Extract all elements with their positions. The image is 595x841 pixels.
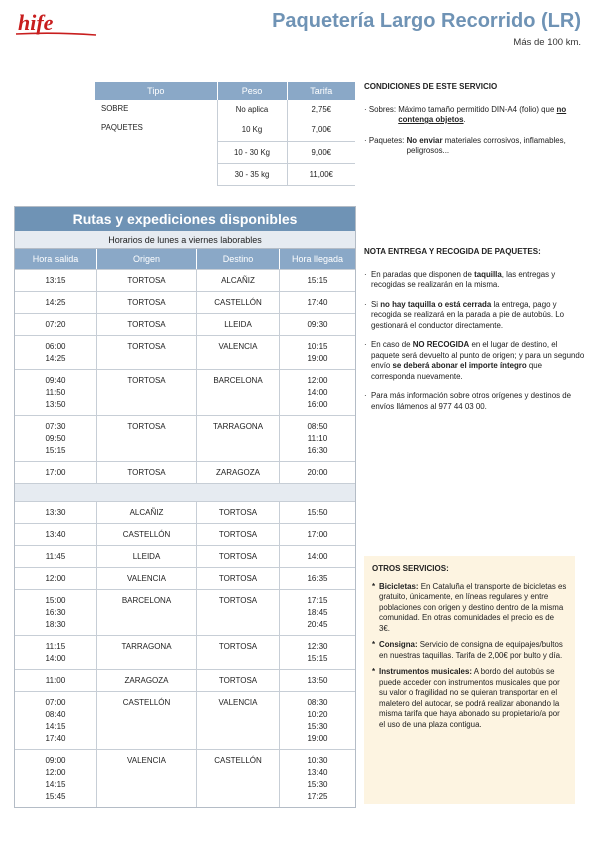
cell-destino: VALENCIA [197, 692, 280, 749]
route-row [15, 501, 355, 523]
other-services-title: OTROS SERVICIOS: [372, 564, 449, 573]
hora-llegada-time: 16:00 [307, 400, 328, 409]
note1-text-a: En paradas que disponen de [371, 269, 472, 279]
hora-salida-time: 14:00 [45, 654, 66, 663]
sobres-label: · Sobres: [364, 104, 397, 114]
route-row [15, 635, 355, 669]
hora-salida-time: 17:00 [45, 468, 66, 477]
hora-salida-time: 13:40 [45, 530, 66, 539]
cell-hora-llegada [280, 568, 355, 589]
cell-destino: TORTOSA [197, 636, 280, 669]
tarifa-paquete-1: 7,00€ [311, 125, 331, 135]
cell-hora-llegada [280, 336, 355, 369]
hora-llegada-time: 15:30 [307, 722, 328, 731]
cell-origen: CASTELLÓN [97, 692, 197, 749]
hora-salida-time: 15:45 [45, 792, 66, 801]
service-instrumentos: * Instrumentos musicales: A bordo del autobús se puede acceder con instrumentos musicales que por su valor o fragilidad no se quieran transportar en el maletero del autocar, se podrá realizar abonando la misma tarifa que haya abonado su propietario/a por el uso de una plaza contigua. [372, 667, 560, 729]
notes-title: NOTA ENTREGA Y RECOGIDA DE PAQUETES: [364, 247, 541, 256]
hora-salida-time: 12:00 [45, 574, 66, 583]
service-bicicletas: * Bicicletas: En Cataluña el transporte de bicicletas es gratuito, únicamente, en líneas regulares y entre poblaciones con origen y destino dentro de la misma comunidad. En otras comunidades el precio es de 3€. [372, 581, 567, 633]
hora-llegada-time: 19:00 [307, 734, 328, 743]
cell-destino: ALCAÑIZ [197, 270, 280, 291]
hora-salida-time: 17:40 [45, 734, 66, 743]
cell-hora-salida [15, 670, 97, 691]
hora-salida-time: 14:25 [45, 298, 66, 307]
other-services [364, 556, 575, 804]
hora-llegada-time: 14:00 [307, 388, 328, 397]
routes-title: Rutas y expediciones disponibles [15, 207, 355, 231]
hora-salida-time: 13:50 [45, 400, 66, 409]
note2-text-e: la entrega, pago y recogida se realizará en la parada a pie de autobús. Lo gestionará el conductor directamente. [371, 299, 565, 330]
note2-bold-d: está cerrada [444, 299, 492, 309]
note1-bold: taquilla [474, 269, 502, 279]
price-row-sobre [95, 100, 355, 119]
tarifa-paquete-3: 11,00€ [287, 163, 355, 185]
note2-bold-c: o [437, 299, 443, 309]
sobres-emphasis: no contenga objetos [398, 104, 567, 124]
hora-llegada-time: 15:50 [307, 508, 328, 517]
sobres-text: Máximo tamaño permitido DIN-A4 (folio) que [398, 104, 555, 114]
note2-text-a: Si [371, 299, 379, 309]
route-row [15, 589, 355, 635]
hora-salida-time: 09:00 [45, 756, 66, 765]
hora-llegada-time: 17:15 [307, 596, 328, 605]
routes-subtitle: Horarios de lunes a viernes laborables [15, 231, 355, 249]
cell-hora-llegada [280, 416, 355, 461]
cell-origen: TORTOSA [97, 292, 197, 313]
hora-llegada-time: 19:00 [307, 354, 328, 363]
cell-origen: TORTOSA [97, 462, 197, 483]
page-title: Paquetería Largo Recorrido (LR) [272, 10, 581, 32]
route-row [15, 749, 355, 807]
note3-bold-b: NO RECOGIDA [412, 340, 470, 349]
hora-llegada-time: 10:30 [307, 756, 328, 765]
note2-bold-b: no hay taquilla [380, 299, 436, 309]
route-row [15, 545, 355, 567]
hora-salida-time: 14:15 [45, 722, 66, 731]
cell-hora-salida [15, 270, 97, 291]
hora-salida-time: 09:50 [45, 434, 66, 443]
cell-origen: TORTOSA [97, 336, 197, 369]
consigna-label: Consigna: [379, 640, 418, 649]
note1-text-c: , las entregas y recogidas se realizarán en la misma. [371, 269, 556, 289]
route-row [15, 461, 355, 483]
hora-llegada-time: 16:30 [307, 446, 328, 455]
cell-destino: TORTOSA [197, 546, 280, 567]
hora-llegada-time: 08:30 [307, 698, 328, 707]
hora-llegada-time: 13:50 [307, 676, 328, 685]
logo-text: hife [18, 10, 54, 35]
hora-llegada-time: 08:50 [307, 422, 328, 431]
peso-sobre: No aplica [217, 100, 287, 119]
hora-llegada-time: 15:30 [307, 780, 328, 789]
hora-salida-time: 06:00 [45, 342, 66, 351]
hora-salida-time: 09:40 [45, 376, 66, 385]
cell-destino: TORTOSA [197, 670, 280, 691]
hora-llegada-time: 10:15 [307, 342, 328, 351]
hora-salida-time: 07:00 [45, 698, 66, 707]
service-consigna: * Consigna: Servicio de consigna de equipajes/bultos en nuestras taquillas. Tarifa de 2,00€ por bulto y día. [372, 640, 563, 660]
hora-salida-time: 13:15 [45, 276, 66, 285]
hora-llegada-time: 09:30 [307, 320, 328, 329]
hora-salida-time: 15:15 [45, 446, 66, 455]
hora-salida-time: 11:45 [45, 552, 66, 561]
cell-hora-llegada [280, 670, 355, 691]
cell-origen: TORTOSA [97, 370, 197, 415]
hora-llegada-time: 10:20 [307, 710, 328, 719]
tarifa-paquete-2: 9,00€ [287, 141, 355, 163]
route-row [15, 415, 355, 461]
cell-hora-salida [15, 636, 97, 669]
cell-hora-llegada [280, 590, 355, 635]
cell-destino: TORTOSA [197, 568, 280, 589]
outbound-rows [15, 269, 355, 483]
cell-hora-salida [15, 590, 97, 635]
hora-llegada-time: 12:30 [307, 642, 328, 651]
hora-salida-time: 15:00 [45, 596, 66, 605]
hora-llegada-time: 15:15 [307, 276, 328, 285]
paquetes-text: materiales corrosivos, inflamables, peligrosos... [406, 135, 566, 155]
price-table [95, 82, 355, 186]
cell-destino: TORTOSA [197, 590, 280, 635]
note4-text: Para más información sobre otros orígenes y destinos de envíos llámenos al 977 44 03 00. [371, 391, 571, 411]
peso-paquete-3: 30 - 35 kg [217, 163, 287, 185]
cell-origen: BARCELONA [97, 590, 197, 635]
cell-hora-salida [15, 314, 97, 335]
cell-hora-llegada [280, 502, 355, 523]
cell-destino: TORTOSA [197, 524, 280, 545]
instrumentos-label: Instrumentos musicales: [379, 667, 472, 676]
hora-llegada-time: 11:10 [307, 434, 328, 443]
cell-hora-llegada [280, 750, 355, 807]
hora-llegada-time: 12:00 [307, 376, 328, 385]
cell-origen: VALENCIA [97, 750, 197, 807]
routes-table [14, 206, 356, 808]
hora-salida-time: 11:15 [45, 642, 66, 651]
cell-hora-llegada [280, 462, 355, 483]
conditions-title: CONDICIONES DE ESTE SERVICIO [364, 82, 498, 91]
header-peso: Peso [217, 82, 287, 100]
header-destino: Destino [197, 249, 280, 269]
sobres-period: . [463, 115, 466, 124]
cell-destino: CASTELLÓN [197, 292, 280, 313]
note3-text-e: que corresponda nuevamente. [371, 361, 543, 381]
delivery-notes [364, 247, 586, 421]
hora-llegada-time: 17:00 [307, 530, 328, 539]
cell-origen: TORTOSA [97, 416, 197, 461]
cell-hora-llegada [280, 692, 355, 749]
cell-hora-llegada [280, 546, 355, 567]
cell-origen: ALCAÑIZ [97, 502, 197, 523]
hora-salida-time: 07:30 [45, 422, 66, 431]
note-no-recogida: · En caso de NO RECOGIDA en el lugar de destino, el paquete será devuelto al punto de origen; y para un segundo envío se deberá abonar el importe íntegro que corresponda nuevamente. [364, 340, 585, 381]
price-row-paquetes-1 [95, 119, 355, 141]
cell-hora-salida [15, 524, 97, 545]
bicicletas-label: Bicicletas: [379, 581, 419, 591]
note-mas-informacion: · Para más información sobre otros orígenes y destinos de envíos llámenos al 977 44 03 00. [364, 391, 586, 412]
cell-hora-llegada [280, 636, 355, 669]
route-row [15, 291, 355, 313]
note3-text-c: en el lugar de destino, el paquete será devuelto al punto de origen; y para un segundo envío [371, 340, 585, 370]
cell-hora-salida [15, 292, 97, 313]
cell-origen: TARRAGONA [97, 636, 197, 669]
cell-hora-salida [15, 568, 97, 589]
hife-logo [14, 10, 98, 40]
cell-origen: CASTELLÓN [97, 524, 197, 545]
cell-origen: TORTOSA [97, 270, 197, 291]
cell-hora-salida [15, 750, 97, 807]
header-tarifa: Tarifa [287, 82, 355, 100]
hora-llegada-time: 18:45 [307, 608, 328, 617]
header-tipo: Tipo [95, 82, 217, 100]
hora-salida-time: 16:30 [45, 608, 66, 617]
section-separator [15, 483, 355, 501]
bicicletas-text: En Cataluña el transporte de bicicletas es gratuito, únicamente, en líneas regulares y entre poblaciones con origen y destino dentro de la misma comunidad. En otras comunidades el precio es de 3€. [379, 581, 567, 633]
cell-destino: BARCELONA [197, 370, 280, 415]
route-row [15, 335, 355, 369]
cell-destino: TARRAGONA [197, 416, 280, 461]
note3-bold-d: se deberá abonar el importe íntegro [392, 361, 527, 370]
hora-llegada-time: 20:00 [307, 468, 328, 477]
route-row [15, 369, 355, 415]
tipo-sobre: SOBRE [95, 100, 217, 119]
cell-hora-salida [15, 416, 97, 461]
cell-destino: CASTELLÓN [197, 750, 280, 807]
cell-hora-salida [15, 370, 97, 415]
header-hora-llegada: Hora llegada [291, 254, 344, 264]
hora-llegada-time: 17:40 [307, 298, 328, 307]
cell-origen: LLEIDA [97, 546, 197, 567]
cell-hora-llegada [280, 370, 355, 415]
hora-llegada-time: 15:15 [307, 654, 328, 663]
cell-destino: VALENCIA [197, 336, 280, 369]
route-row [15, 691, 355, 749]
route-row [15, 567, 355, 589]
peso-paquete-2: 10 - 30 Kg [217, 141, 287, 163]
route-row [15, 669, 355, 691]
cell-hora-llegada [280, 314, 355, 335]
cell-hora-llegada [280, 270, 355, 291]
hora-llegada-time: 17:25 [307, 792, 328, 801]
hora-llegada-time: 16:35 [307, 574, 328, 583]
header-hora-salida: Hora salida [15, 249, 97, 269]
routes-header [15, 249, 355, 269]
header-origen: Origen [97, 249, 197, 269]
cell-hora-salida [15, 336, 97, 369]
route-row [15, 523, 355, 545]
cell-hora-llegada [280, 524, 355, 545]
hora-salida-time: 18:30 [45, 620, 66, 629]
cell-origen: VALENCIA [97, 568, 197, 589]
hora-salida-time: 08:40 [45, 710, 66, 719]
cell-destino: LLEIDA [197, 314, 280, 335]
paquetes-label: · Paquetes: [364, 135, 405, 145]
cell-origen: ZARAGOZA [97, 670, 197, 691]
hora-salida-time: 11:50 [45, 388, 66, 397]
cell-destino: TORTOSA [197, 502, 280, 523]
condition-sobres [364, 105, 586, 126]
paquetes-emphasis: No enviar [406, 135, 443, 145]
service-conditions [364, 82, 586, 167]
consigna-text: Servicio de consigna de equipajes/bultos en nuestras taquillas. Tarifa de 2,00€ por bulto y día. [379, 640, 563, 660]
route-row [15, 269, 355, 291]
hora-salida-time: 13:30 [45, 508, 66, 517]
cell-hora-llegada [280, 292, 355, 313]
cell-origen: TORTOSA [97, 314, 197, 335]
hora-salida-time: 14:25 [45, 354, 66, 363]
note-sin-taquilla: · Si no hay taquilla o está cerrada la entrega, pago y recogida se realizará en la parada a pie de autobús. Lo gestionará el conductor directamente. [364, 299, 565, 330]
instrumentos-text: A bordo del autobús se puede acceder con instrumentos musicales que por su valor o fragilidad no se quieran transportar en el maletero del autocar, se podrá realizar abonando la misma tarifa que haya abonado su propietario/a por el uso de una plaza contigua. [379, 667, 560, 729]
hora-llegada-time: 13:40 [307, 768, 328, 777]
note3-text-a: En caso de [371, 340, 411, 349]
cell-destino: ZARAGOZA [197, 462, 280, 483]
tipo-paquetes: PAQUETES [95, 119, 217, 185]
cell-hora-salida [15, 462, 97, 483]
peso-paquete-1: 10 Kg [217, 119, 287, 141]
condition-paquetes [364, 136, 586, 157]
hora-llegada-time: 14:00 [307, 552, 328, 561]
hora-llegada-time: 20:45 [307, 620, 328, 629]
hora-salida-time: 12:00 [45, 768, 66, 777]
inbound-rows [15, 501, 355, 807]
hora-salida-time: 07:20 [45, 320, 66, 329]
route-row [15, 313, 355, 335]
cell-hora-salida [15, 692, 97, 749]
hora-salida-time: 11:00 [45, 676, 66, 685]
tarifa-sobre: 2,75€ [311, 105, 331, 114]
note-taquilla: · En paradas que disponen de taquilla, las entregas y recogidas se realizarán en la misma. [364, 269, 556, 289]
hora-salida-time: 14:15 [45, 780, 66, 789]
page-subtitle: Más de 100 km. [513, 37, 581, 48]
cell-hora-salida [15, 546, 97, 567]
cell-hora-salida [15, 502, 97, 523]
